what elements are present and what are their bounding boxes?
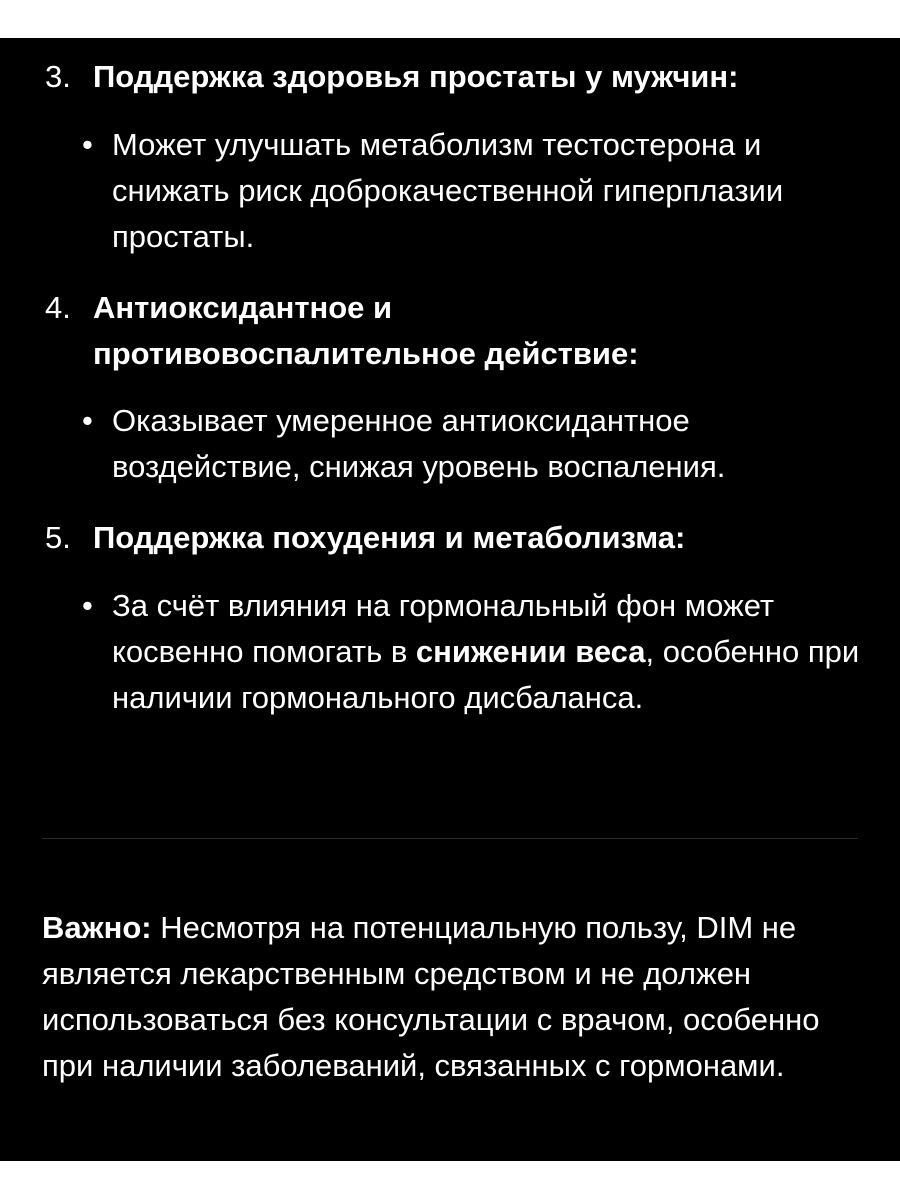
item-number: 5.	[45, 520, 71, 555]
bullet-text-part1: За счёт влияния на гормональный фон может косвенно помогать в	[112, 588, 775, 669]
bullet-text: Оказывает умеренное антиоксидантное воздействие, снижая уровень воспаления.	[112, 403, 726, 484]
bullet-icon: •	[82, 127, 93, 162]
bullet-text	[112, 583, 872, 721]
item-title: Поддержка здоровья простаты у мужчин:	[93, 59, 739, 94]
note-label: Важно:	[42, 910, 152, 945]
bullet-text: Может улучшать метаболизм тестостерона и снижать риск доброкачественной гиперплазии простаты.	[112, 127, 784, 254]
item-title	[93, 285, 873, 377]
important-note	[42, 905, 872, 1089]
bullet-text-part2: , особенно при наличии гормонального дисбаланса.	[112, 634, 860, 715]
note-text: Несмотря на потенциальную пользу, DIM не является лекарственным средством и не должен использоваться без консультации с врачом, особенно при наличии заболеваний, связанных с гормонами.	[42, 910, 820, 1083]
item-title-line1: Антиоксидантное и	[93, 290, 393, 325]
item-title: Поддержка похудения и метаболизма:	[93, 520, 686, 555]
divider	[42, 838, 858, 839]
item-number: 4.	[45, 290, 71, 325]
bullet-icon: •	[82, 403, 93, 438]
item-title-line2: противовоспалительное действие:	[93, 336, 639, 371]
bullet-text-bold: снижении веса	[415, 634, 646, 669]
item-number: 3.	[45, 59, 71, 94]
content-panel	[0, 38, 900, 1161]
bullet-icon: •	[82, 588, 93, 623]
